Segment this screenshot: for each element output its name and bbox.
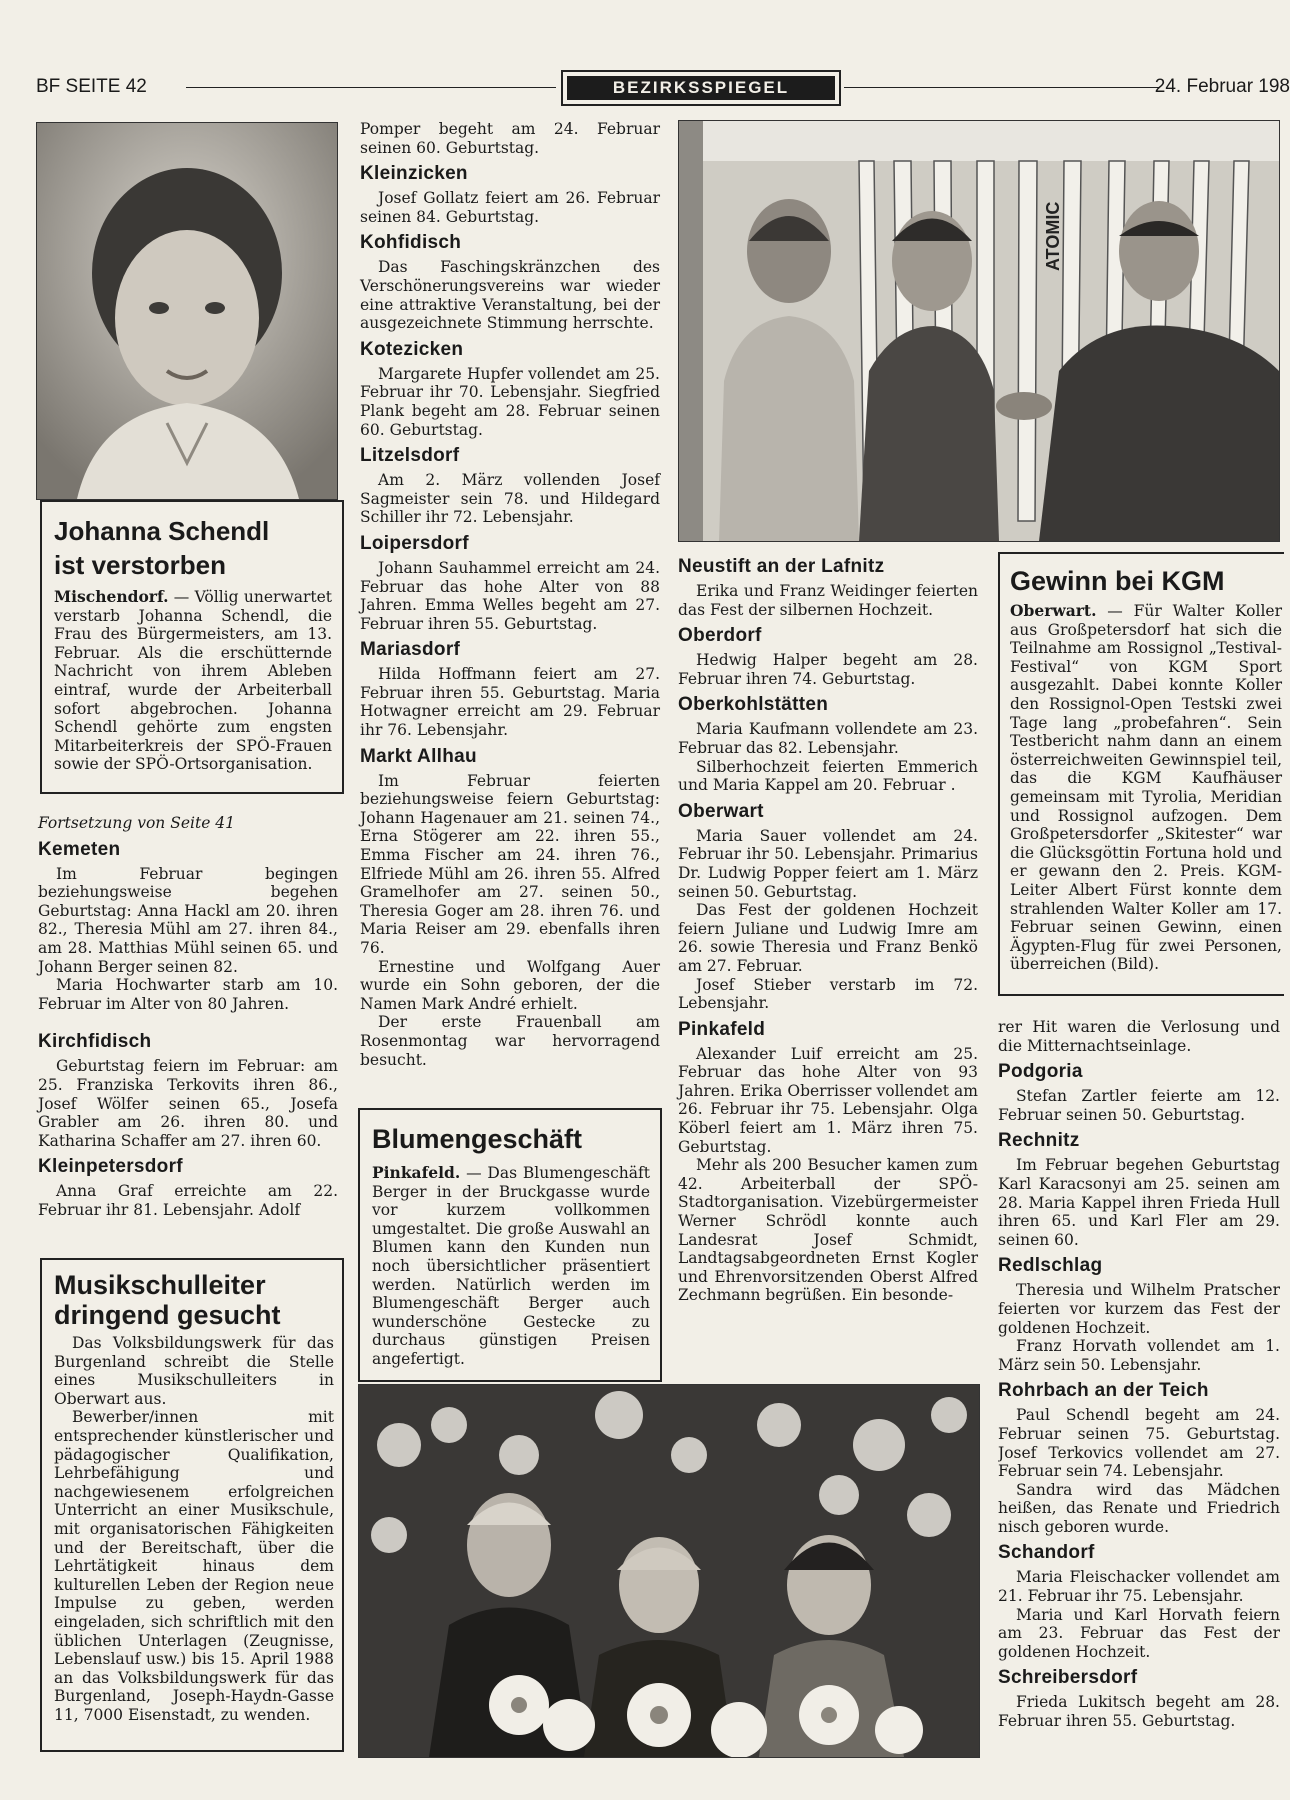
kohfidisch-text-1: Das Faschingskränzchen des Verschönerungsvereins war wieder eine attraktive Veranstaltung, bei der ausgezeichnete Stimmung herrschte. <box>360 258 660 333</box>
mariasdorf-text-1: Hilda Hoffmann feiert am 27. Februar ihren 55. Geburtstag. Maria Hotwagner erreicht am 29. Februar ihr 76. Lebensjahr. <box>360 665 660 740</box>
heading-pinkafeld: Pinkafeld <box>678 1018 766 1040</box>
schandorf-text-1: Maria Fleischacker vollendet am 21. Februar ihr 75. Lebensjahr. <box>998 1568 1280 1606</box>
continuation-note: Fortsetzung von Seite 41 <box>38 814 236 832</box>
heading-kotezicken: Kotezicken <box>360 338 464 360</box>
obituary-title-line1: Johanna Schendl <box>54 516 270 546</box>
music-text-1: Das Volksbildungswerk für das Burgenland schreibt die Stelle eines Musikschulleiters in Oberwart aus. <box>54 1334 334 1408</box>
kleinzicken-text-1: Josef Gollatz feiert am 26. Februar seinen 84. Geburtstag. <box>360 189 660 226</box>
heading-kirchfidisch: Kirchfidisch <box>38 1031 152 1053</box>
schreibersdorf-text-1: Frieda Lukitsch begeht am 28. Februar ihren 55. Geburtstag. <box>998 1693 1280 1731</box>
kgm-title: Gewinn bei KGM <box>1010 566 1225 596</box>
rohrbach-text-2: Sandra wird das Mädchen heißen, das Renate und Friedrich nisch geboren wurde. <box>998 1480 1280 1536</box>
heading-markt-allhau: Markt Allhau <box>360 745 477 767</box>
portrait-illustration <box>37 123 337 499</box>
col4-intro: rer Hit waren die Verlosung und die Mitternachtseinlage. <box>998 1018 1280 1055</box>
heading-mariasdorf: Mariasdorf <box>360 639 461 661</box>
heading-schandorf: Schandorf <box>998 1542 1095 1564</box>
pinkafeld-text-2: Mehr als 200 Besucher kamen zum 42. Arbeiterball der SPÖ-Stadtorganisation. Vizebürgermeister Werner Schrödl konnte auch Landesrat Josef Schmidt, Landtagsabgeordneten Ernst Kogler und Ehrenvorsitzenden Oberst Alfred Zechmann begrüßen. Ein besonde- <box>678 1156 978 1305</box>
page-label: BF SEITE 42 <box>36 76 147 97</box>
obituary-lead: Mischendorf. <box>54 587 169 606</box>
kotezicken-text-1: Margarete Hupfer vollendet am 25. Februar ihr 70. Lebensjahr. Siegfried Plank begeht am 28. Februar seinen 60. Geburtstag. <box>360 364 660 439</box>
heading-loipersdorf: Loipersdorf <box>360 532 469 554</box>
heading-litzelsdorf: Litzelsdorf <box>360 445 460 467</box>
neustift-text-1: Erika und Franz Weidinger feierten das Fest der silbernen Hochzeit. <box>678 582 978 619</box>
kirchfidisch-text-1: Geburtstag feiern im Februar: am 25. Franziska Terkovits ihren 86., Josef Wölfer seinen 65., Josefa Grabler am 26. ihren 80. und Katharina Schaffer am 27. ihren 60. <box>38 1057 338 1150</box>
heading-schreibersdorf: Schreibersdorf <box>998 1667 1138 1689</box>
heading-kleinzicken: Kleinzicken <box>360 163 468 185</box>
heading-oberkohlstaetten: Oberkohlstätten <box>678 694 829 716</box>
section-box <box>561 70 841 106</box>
oberwart-text-3: Josef Stieber verstarb im 72. Lebensjahr. <box>678 975 978 1013</box>
kgm-lead: Oberwart. <box>1010 601 1097 620</box>
rechnitz-text-1: Im Februar begehen Geburtstag Karl Karacsonyi am 25. seinen am 28. Maria Kappel ihren Frieda Hull ihren 65. und Karl Fler am 29. seinen 60. <box>998 1156 1280 1249</box>
music-title-line2: dringend gesucht <box>54 1300 281 1330</box>
heading-rohrbach: Rohrbach an der Teich <box>998 1380 1209 1402</box>
flower-shop-box <box>358 1108 662 1382</box>
oberwart-text-1: Maria Sauer vollendet am 24. Februar ihr 50. Lebensjahr. Primarius Dr. Ludwig Popper feiert am 1. März seinen 50. Geburtstag. <box>678 826 978 901</box>
heading-redlschlag: Redlschlag <box>998 1255 1103 1277</box>
ski-shop-illustration <box>679 121 1279 541</box>
column-4 <box>998 1018 1280 1763</box>
kgm-box <box>998 552 1284 996</box>
podgoria-text-1: Stefan Zartler feierte am 12. Februar seinen 50. Geburtstag. <box>998 1087 1280 1124</box>
heading-rechnitz: Rechnitz <box>998 1130 1080 1152</box>
music-text-2: Bewerber/innen mit entsprechender künstlerischer und pädagogischer Qualifikation, Lehrbefähigung und nachgewiesenem erfolgreichen Unterricht an einer Musikschule, mit organisatorischen Fähigkeiten und der Bereitschaft, über die Lehrtätigkeit hinaus dem kulturellen Leben der Region neue Impulse zu geben, werden eingeladen, sich schriftlich mit den üblichen Unterlagen (Zeugnisse, Lebenslauf usw.) bis 15. April 1988 an das Volksbildungswerk für das Burgenland, Joseph-Haydn-Gasse 11, 7000 Eisenstadt, zu wenden. <box>54 1408 334 1724</box>
oberdorf-text-1: Hedwig Halper begeht am 28. Februar ihren 74. Geburtstag. <box>678 651 978 688</box>
column-1 <box>38 814 338 1220</box>
issue-date: 24. Februar 198 <box>1154 76 1290 97</box>
markt-text-1: Im Februar feierten beziehungsweise feiern Geburtstag: Johann Hagenauer am 21. seinen 74., Erna Stögerer am 22. ihren 55., Emma Fischer am 24. ihren 76., Elfriede Mühl am 26. ihren 55. Alfred Gramelhofer am 27. seinen 50., Theresia Goger am 28. ihren 76. und Maria Reiser am 29. ebenfalls ihren 76. <box>360 771 660 957</box>
ski-brand-label: ATOMIC <box>1043 201 1063 271</box>
flower-shop-illustration <box>359 1385 979 1757</box>
loipersdorf-text-1: Johann Sauhammel erreicht am 24. Februar das hohe Alter von 88 Jahren. Emma Welles begeht am 27. Februar ihren 55. Geburtstag. <box>360 558 660 633</box>
ski-shop-photo <box>678 120 1280 542</box>
heading-kleinpetersdorf: Kleinpetersdorf <box>38 1156 183 1178</box>
kemeten-text-2: Maria Hochwarter starb am 10. Februar im Alter von 80 Jahren. <box>38 976 338 1013</box>
redlschlag-text-1: Theresia und Wilhelm Pratscher feierten vor kurzem das Fest der goldenen Hochzeit. <box>998 1281 1280 1337</box>
flower-text: — Das Blumengeschäft Berger in der Bruckgasse wurde vor kurzem vollkommen umgestaltet. Die große Auswahl an Blumen kann den Kunden nun noch übersichtlicher präsentiert werden. Natürlich werden im Blumengeschäft Berger auch wunderschöne Gestecke zu durchaus günstigen Preisen angefertigt. <box>372 1164 650 1368</box>
music-school-box <box>40 1258 344 1752</box>
music-title-line1: Musikschulleiter <box>54 1270 266 1300</box>
section-title: BEZIRKSSPIEGEL <box>567 76 835 100</box>
heading-neustift: Neustift an der Lafnitz <box>678 556 885 577</box>
markt-text-2: Ernestine und Wolfgang Auer wurde ein Sohn geboren, der die Namen Mark André erhielt. <box>360 957 660 1013</box>
kleinpetersdorf-text-1: Anna Graf erreichte am 22. Februar ihr 81. Lebensjahr. Adolf <box>38 1182 338 1219</box>
col2-intro: Pomper begeht am 24. Februar seinen 60. Geburtstag. <box>360 120 660 157</box>
page-header <box>36 70 1290 104</box>
header-rule-left <box>186 87 556 88</box>
header-rule-right <box>844 87 1159 88</box>
pinkafeld-text-1: Alexander Luif erreicht am 25. Februar das hohe Alter von 93 Jahren. Erika Oberrisser vollendet am 26. Februar ihr 75. Lebensjahr. Olga Köberl feiert am 1. März ihren 75. Geburtstag. <box>678 1044 978 1156</box>
oberkohl-text-2: Silberhochzeit feierten Emmerich und Maria Kappel am 20. Februar . <box>678 757 978 795</box>
obituary-title-line2: ist verstorben <box>54 550 226 580</box>
schandorf-text-2: Maria und Karl Horvath feiern am 23. Februar das Fest der goldenen Hochzeit. <box>998 1605 1280 1661</box>
oberkohl-text-1: Maria Kaufmann vollendete am 23. Februar das 82. Lebensjahr. <box>678 720 978 757</box>
heading-podgoria: Podgoria <box>998 1061 1083 1083</box>
heading-oberwart: Oberwart <box>678 800 764 822</box>
heading-kohfidisch: Kohfidisch <box>360 232 462 254</box>
heading-oberdorf: Oberdorf <box>678 625 762 647</box>
flower-lead: Pinkafeld. <box>372 1163 461 1182</box>
oberwart-text-2: Das Fest der goldenen Hochzeit feiern Juliane und Ludwig Imre am 26. sowie Theresia und Franz Benkö am 27. Februar. <box>678 901 978 975</box>
obituary-box <box>40 500 344 794</box>
heading-kemeten: Kemeten <box>38 838 121 860</box>
redlschlag-text-2: Franz Horvath vollendet am 1. März sein 50. Lebensjahr. <box>998 1337 1280 1374</box>
kgm-text: — Für Walter Koller aus Großpetersdorf hat sich die Teilnahme am Rossignol „Testival-Festival“ von KGM Sport ausgezahlt. Dabei konnte Koller den Rossignol-Open Testski zwei Tage lang „probefahren“. Sein Testbericht nahm dann an einem österreichweiten Gewinnspiel teil, das die KGM Kaufhäuser gemeinsam mit Tyrolia, Meridian und Rossignol aufzogen. Dem Großpetersdorfer „Skitester“ war die Glücksgöttin Fortuna hold und er gewann den 2. Preis. KGM-Leiter Albert Fürst konnte dem strahlenden Walter Koller am 17. Februar seinen Gewinn, einen Ägypten-Flug für zwei Personen, überreichen (Bild). <box>1010 602 1282 974</box>
flower-shop-photo <box>358 1384 980 1758</box>
flower-title: Blumengeschäft <box>372 1124 583 1154</box>
obituary-text: — Völlig unerwartet verstarb Johanna Schendl, die Frau des Bürgermeisters, am 13. Februar. Als die erschütternde Nachricht von ihrem Ableben eintraf, wurde der Arbeiterball sofort abgebrochen. Johanna Schendl gehörte zum engsten Mitarbeiterkreis der SPÖ-Frauen sowie der SPÖ-Ortsorganisation. <box>54 588 332 774</box>
portrait-photo <box>36 122 338 500</box>
kemeten-text-1: Im Februar begingen beziehungsweise begehen Geburtstag: Anna Hackl am 20. ihren 82., Theresia Mühl am 27. ihren 84., am 28. Matthias Mühl seinen 65. und Johann Berger seinen 82. <box>38 864 338 976</box>
litzelsdorf-text-1: Am 2. März vollenden Josef Sagmeister sein 78. und Hildegard Schiller ihr 72. Lebensjahr. <box>360 471 660 527</box>
column-2 <box>360 120 660 1069</box>
markt-text-3: Der erste Frauenball am Rosenmontag war hervorragend besucht. <box>360 1013 660 1069</box>
column-3 <box>678 556 978 1305</box>
rohrbach-text-1: Paul Schendl begeht am 24. Februar seinen 75. Geburtstag. Josef Terkovics vollendet am 27. Februar sein 74. Lebensjahr. <box>998 1406 1280 1481</box>
